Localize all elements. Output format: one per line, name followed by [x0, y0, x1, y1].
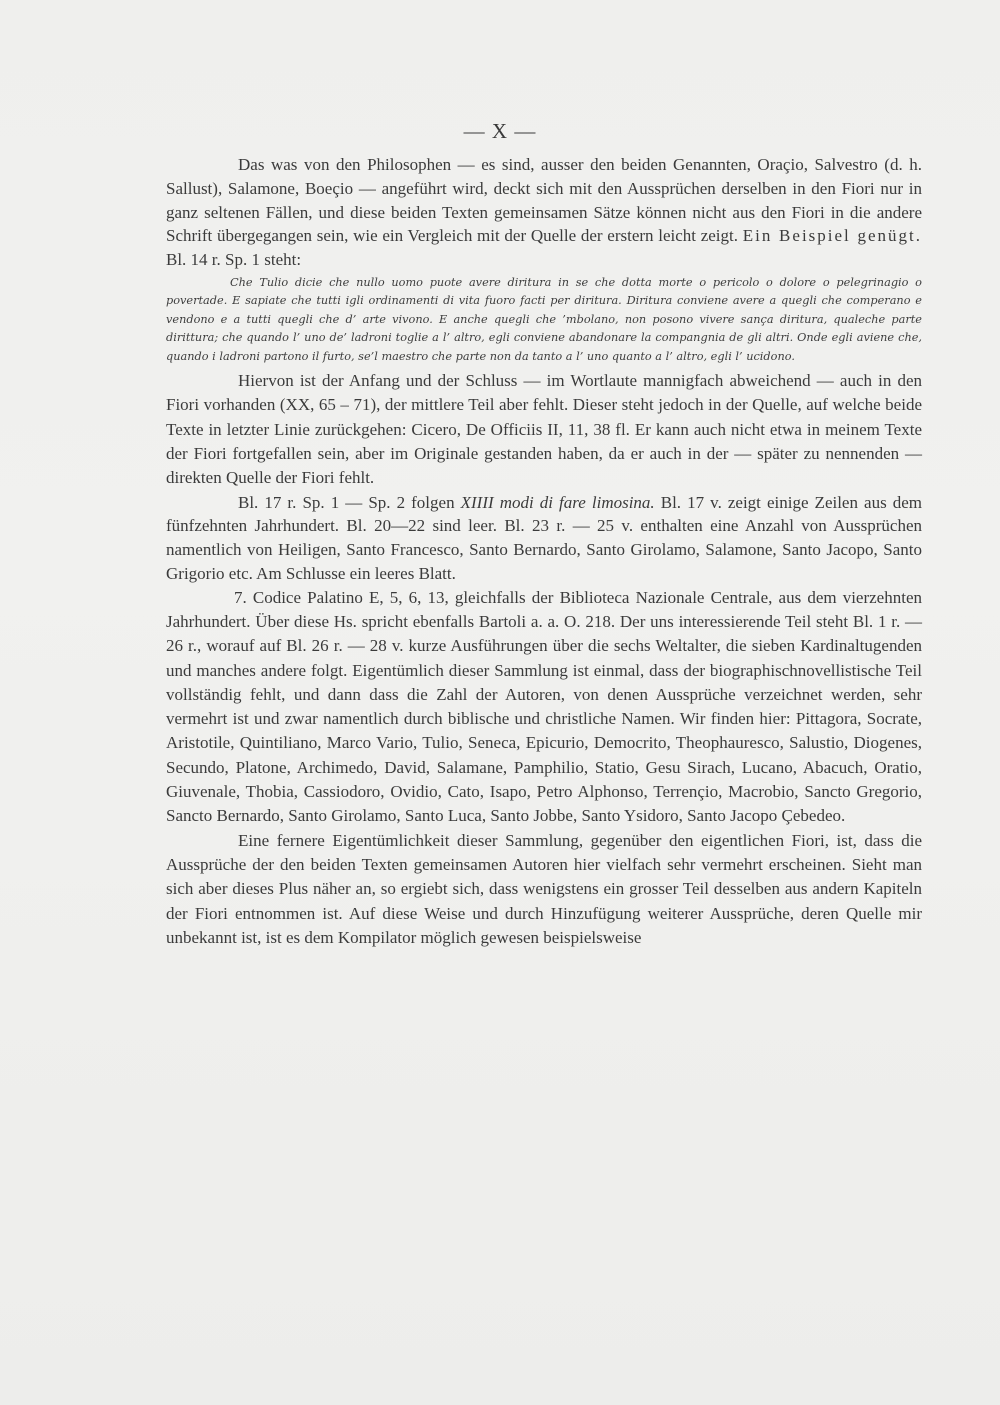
paragraph-2: Hiervon ist der Anfang und der Schluss — im Wortlaute mannigfach abweichend — auch in den Fiori vorhanden (XX, 65 – 71), der mittlere Teil aber fehlt. Dieser steht jedoch in der Quelle, auf welche beide Texte in letzter Linie zurückgehen: Cicero, De Officiis II, 11, 38 fl. Er kann auch nicht etwa in meinem Texte der Fiori fortgefallen sein, aber im Originale gestanden haben, da er auch in der — später zu nennenden — direkten Quelle der Fiori fehlt.	[166, 371, 922, 488]
paragraph-4: 7. Codice Palatino E, 5, 6, 13, gleichfalls der Biblioteca Nazionale Centrale, aus dem vierzehnten Jahrhundert. Über diese Hs. spricht ebenfalls Bartoli a. a. O. 218. Der uns interessierende Teil steht Bl. 1 r. — 26 r., worauf auf Bl. 26 r. — 28 v. kurze Ausführungen über die sechs Weltalter, die sieben Kardinaltugenden und manches andere folgt. Eigentümlich dieser Sammlung ist einmal, dass der biographischnovellistische Teil vollständig fehlt, und dann dass die Zahl der Autoren, von denen Aussprüche verzeichnet werden, sehr vermehrt ist und zwar namentlich durch biblische und christliche Namen. Wir finden hier: Pittagora, Socrate, Aristotile, Quintiliano, Marco Vario, Tulio, Seneca, Epicurio, Democrito, Theophauresco, Salustio, Diogenes, Secundo, Platone, Archimedo, David, Salamane, Pamphilio, Statio, Gesu Sirach, Lucano, Abacuch, Oratio, Giuvenale, Thobia, Cassiodoro, Ovidio, Cato, Isapo, Petro Alphonso, Terrençio, Macrobio, Sancto Gregorio, Sancto Bernardo, Santo Girolamo, Santo Luca, Santo Jobbe, Santo Ysidoro, Santo Jacopo Çebedeo.	[166, 587, 922, 826]
text-body	[166, 153, 922, 950]
paragraph-1-text: Das was von den Philosophen — es sind, ausser den beiden Genannten, Oraçio, Salvestro (d. h. Sallust), Salamone, Boeçio — angeführt wird, deckt sich mit den Aussprüchen derselben in den Fiori nur in ganz seltenen Fällen, und diese beiden Texten gemeinsamen Sätze können nicht aus den Fiori in die andere Schrift übergegangen sein, wie ein Vergleich mit der Quelle der erstern leicht zeigt.	[166, 155, 922, 246]
page-number: — X —	[463, 119, 537, 143]
paragraph-3	[166, 491, 922, 586]
paragraph-5: Eine fernere Eigentümlichkeit dieser Sammlung, gegenüber den eigentlichen Fiori, ist, dass die Aussprüche der den beiden Texten gemeinsamen Autoren hier vielfach sehr vermehrt erscheinen. Sieht man sich aber dieses Plus näher an, so ergiebt sich, dass wenigstens ein grosser Teil desselben aus andern Kapiteln der Fiori entnommen ist. Auf diese Weise und durch Hinzufügung weiterer Aussprüche, deren Quelle mir unbekannt ist, ist es dem Kompilator möglich gewesen beispielsweise	[166, 830, 922, 947]
paragraph-3-italic-title: XIIII modi di fare limosina.	[460, 492, 655, 512]
paragraph-1-reference: Bl. 14 r. Sp. 1 steht:	[166, 250, 302, 270]
paragraph-1	[166, 153, 922, 272]
italian-quotation-text: Che Tulio dicie che nullo uomo puote avere diritura in se che dotta morte o pericolo o dolore o pelegrinagio o povertade. E sapiate che tutti igli ordinamenti di vita fuoro facti per diritura. Diritura conviene avere a quegli che comperano e vendono e a tutti quegli che d’ arte vivono. E anche quegli che ’mbolano, non posono vivere sança diritura, qualeche parte dirittura; che quando l’ uno de’ ladroni toglie a l’ altro, egli conviene abandonare la compangnia de gli altri. Onde egli aviene che, quando i ladroni partono il furto, se’l maestro che parte non da tanto a l’ uno quanto a l’ altro, egli l’ ucidono.	[166, 275, 922, 363]
italian-quotation	[166, 274, 922, 366]
paragraph-3-text-a: Bl. 17 r. Sp. 1 — Sp. 2 folgen	[238, 492, 455, 512]
paragraph-1-spaced-text: Ein Beispiel genügt.	[742, 226, 922, 246]
paragraph-3-text-b: Bl. 17 v. zeigt einige Zeilen aus dem fünfzehnten Jahrhundert. Bl. 20—22 sind leer. Bl. 23 r. — 25 v. enthalten eine Anzahl von Aussprüchen namentlich von Heiligen, Santo Francesco, Santo Bernardo, Santo Girolamo, Salamone, Santo Jacopo, Santo Grigorio etc. Am Schlusse ein leeres Blatt.	[166, 492, 923, 583]
